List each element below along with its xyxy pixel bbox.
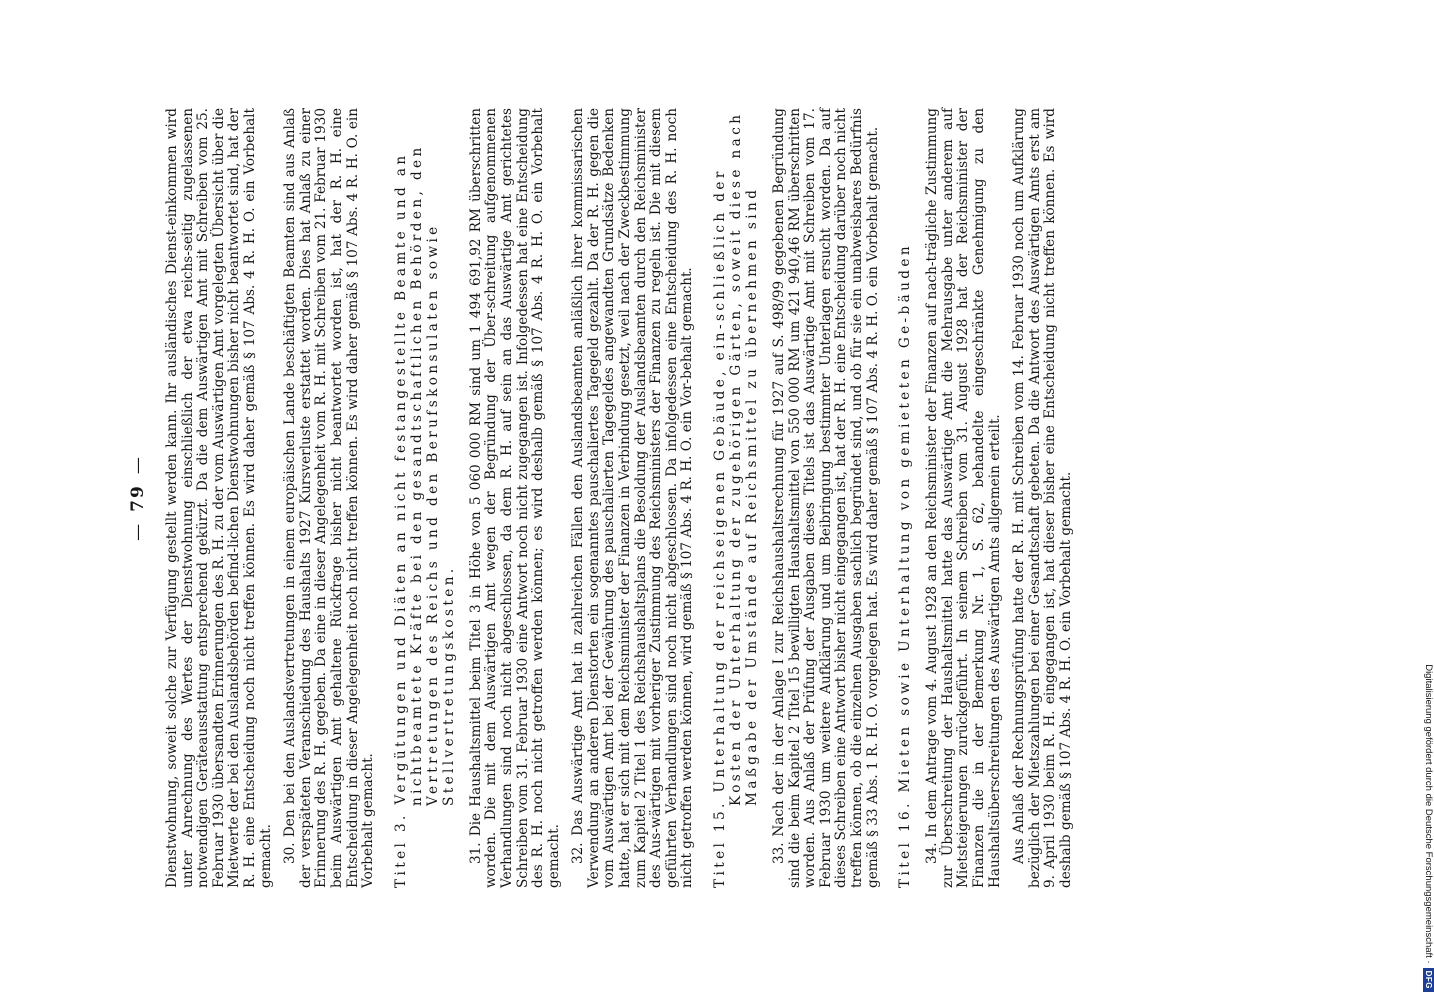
section-heading-titel-16: Titel 16. Mieten sowie Unterhaltung von gemieteten Ge-bäuden xyxy=(897,243,914,888)
paragraph-34: 34. In dem Antrage vom 4. August 1928 an den Reichsminister der Finanzen auf nach-trägliche Zustimmung zur Überschreitung der Haushaltsmittel hatte das Auswärtige Amt die Mehrausgabe unter anderem auf Mietsteigerungen zurückgeführt. In seinem Schreiben vom 31. August 1928 hat der Reichsminister der Finanzen die in der Bemerkung Nr. 1, S. 62, behandelte eingeschränkte Genehmigung zu den Haushaltsüberschreitungen des Auswärtigen Amts allgemein erteilt. xyxy=(924,108,1003,888)
section-heading-titel-15: Titel 15. Unterhaltung der reichseigenen Gebäude, ein-schließlich der Kosten der Unterhaltung der zugehörigen Gärten, soweit diese nach Maßgabe der Umstände auf Reichsmittel zu übernehmen sind xyxy=(712,111,761,888)
page-number-dash-left: — xyxy=(128,521,148,541)
paragraph-continuation: Dienstwohnung, soweit solche zur Verfügung gestellt werden kann. Ihr ausländisches Dienst-einkommen wird unter Anrechnung des Wertes der Dienstwohnung einschließlich der etwa reichs-seitig zugelassenen notwendigen Geräteausstattung entsprechend gekürzt. Da die dem Auswärtigen Amt mit Schreiben vom 25. Februar 1930 übersandten Erinnerungen des R. H. zu der vom Auswärtigen Amt vorgelegten Übersicht über die Mietwerte der bei den Auslandsbehörden befind-lichen Dienstwohnungen bisher nicht beantwortet sind, hat der R. H. eine Entscheidung noch nicht treffen können. Es wird daher gemäß § 107 Abs. 4 R. H. O. ein Vorbehalt gemacht. xyxy=(164,108,274,888)
paragraph-32: 32. Das Auswärtige Amt hat in zahlreichen Fällen den Auslandsbeamten anläßlich ihrer kommissarischen Verwendung an anderen Dienstorten ein sogenanntes pauschaliertes Tagegeld gezahlt. Da der R. H. gegen die vom Auswärtigen Amt bei der Gewährung des pauschalierten Tagegeldes angewandten Grundsätze Bedenken hatte, hat er sich mit dem Reichsminister der Finanzen in Verbindung gesetzt, weil nach der Zweckbestimmung zum Kapitel 2 Titel 1 des Reichshaushaltsplans die Besoldung der Auslandsbeamten durch den Reichsminister des Aus-wärtigen mit vorheriger Zustimmung des Reichsministers der Finanzen zu regeln ist. Die mit diesem geführten Verhandlungen sind noch nicht abgeschlossen. Da infolgedessen eine Entscheidung des R. H. noch nicht getroffen werden können, wird gemäß § 107 Abs. 4 R. H. O. ein Vor-behalt gemacht. xyxy=(570,108,696,888)
paragraph-closing: Aus Anlaß der Rechnungsprüfung hatte der R. H. mit Schreiben vom 14. Februar 1930 noch um Aufklärung bezüglich der Mietszahlungen bei einer Gesandtschaft gebeten. Da die Antwort des Auswärtigen Amts erst am 9. April 1930 beim R. H. eingegangen ist, hat dieser bisher eine Entscheidung nicht treffen können. Es wird deshalb gemäß § 107 Abs. 4 R. H. O. ein Vorbehalt gemacht. xyxy=(1011,108,1074,888)
paragraph-30: 30. Den bei den Auslandsvertretungen in einem europäischen Lande beschäftigten Beamten sind aus Anlaß der verspäteten Veranschiedung des Haushalts 1927 Kursverluste erstattet worden. Dies hat Anlaß zu einer Erinnerung des R. H. gegeben. Da eine in dieser Angelegenheit vom R. H. mit Schreiben vom 21. Februar 1930 beim Auswärtigen Amt gehaltene Rückfrage bisher nicht beantwortet worden ist, hat der R. H. eine Entscheidung in dieser Angelegenheit noch nicht treffen können. Es wird daher gemäß § 107 Abs. 4 R. H. O. ein Vorbehalt gemacht. xyxy=(282,108,377,888)
scanned-page xyxy=(117,90,1317,910)
digitization-credit xyxy=(1420,8,1434,992)
page-number: 79 xyxy=(128,484,148,512)
credit-text: Digitalisierung gefördert durch die Deutsche Forschungsgemeinschaft · xyxy=(1423,664,1434,964)
paragraph-33: 33. Nach der in der Anlage I zur Reichshaushaltsrechnung für 1927 auf S. 498/99 gegebenen Begründung sind die beim Kapitel 2 Titel 15 bewilligten Haushaltsmittel von 550 000 RM um 421 940,46 RM überschritten worden. Aus Anlaß der Prüfung der Ausgaben dieses Titels ist das Auswärtige Amt mit Schreiben vom 17. Februar 1930 um weitere Aufklärung und um Beibringung bestimmter Unterlagen ersucht worden. Da auf dieses Schreiben eine Antwort bisher nicht eingegangen ist, hat der R. H. eine Entscheidung darüber noch nicht treffen können, ob die einzelnen Ausgaben sachlich begründet sind, und ob für sie ein unabweisbares Bedürfnis gemäß § 33 Abs. 1 R. H. O. vorgelegen hat. Es wird daher gemäß § 107 Abs. 4 R. H. O. ein Vorbehalt gemacht. xyxy=(771,108,881,888)
section-heading-titel-3: Titel 3. Vergütungen und Diäten an nicht festangestellte Beamte und an nichtbeamtete Kräfte bei den gesandtschaftlichen Behörden, den Vertretungen des Reichs und den Berufskonsulaten sowie Stellvertretungskosten. xyxy=(392,144,457,888)
paragraph-31: 31. Die Haushaltsmittel beim Titel 3 in Höhe von 5 060 000 RM sind um 1 494 691,92 RM überschritten worden. Die mit dem Auswärtigen Amt wegen der Begründung der Über-schreitung aufgenommenen Verhandlungen sind noch nicht abgeschlossen, da dem R. H. auf sein an das Auswärtige Amt gerichtetes Schreiben vom 31. Februar 1930 eine Antwort noch nicht zugegangen ist. Infolgedessen hat eine Entscheidung des R. H. noch nicht getroffen werden können; es wird deshalb gemäß § 107 Abs. 4 R. H. O. ein Vorbehalt gemacht. xyxy=(467,108,562,888)
body-text xyxy=(159,108,1075,888)
dfg-logo: DFG xyxy=(1424,968,1434,992)
page-number-line xyxy=(117,108,159,888)
page-number-dash-right: — xyxy=(128,455,148,475)
